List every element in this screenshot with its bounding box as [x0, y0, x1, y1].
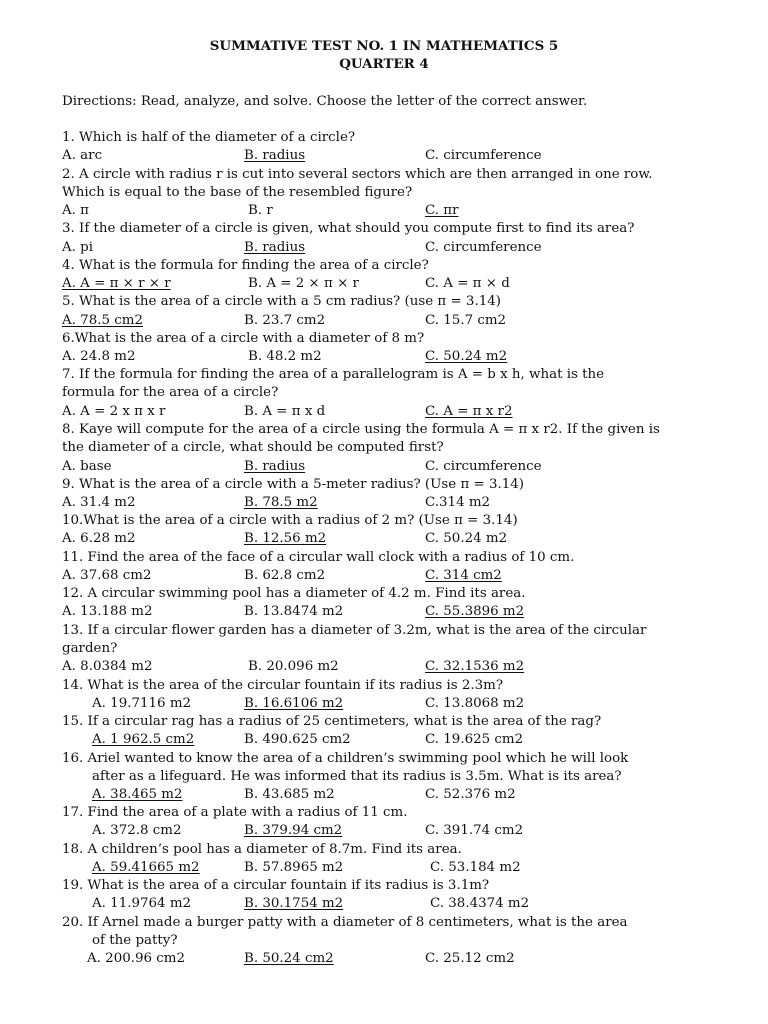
- question-7-text: formula for the area of a circle?: [62, 385, 279, 400]
- question-6-choice-b: B. 48.2 m2: [248, 349, 322, 364]
- question-10-choice-a: A. 6.28 m2: [62, 531, 136, 546]
- question-6-text: 6.What is the area of a circle with a diameter of 8 m?: [62, 331, 425, 346]
- question-16-choice-c: C. 52.376 m2: [425, 787, 516, 802]
- question-13-choice-a: A. 8.0384 m2: [62, 659, 153, 674]
- question-5-choice-a: A. 78.5 cm2: [62, 313, 143, 328]
- question-4-choice-c: C. A = π × d: [425, 276, 510, 291]
- question-2-text: 2. A circle with radius r is cut into several sectors which are then arranged in one row.: [62, 167, 653, 182]
- question-9-text: 9. What is the area of a circle with a 5-meter radius? (Use π = 3.14): [62, 477, 525, 492]
- question-8-choice-b: B. radius: [244, 459, 306, 474]
- question-20-choice-b: B. 50.24 cm2: [244, 951, 334, 966]
- question-4-choice-a: A. A = π × r × r: [62, 276, 171, 291]
- question-11-text: 11. Find the area of the face of a circular wall clock with a radius of 10 cm.: [62, 550, 575, 565]
- question-17-text: 17. Find the area of a plate with a radius of 11 cm.: [62, 805, 408, 820]
- question-7-choice-b: B. A = π x d: [244, 404, 326, 419]
- directions: Directions: Read, analyze, and solve. Choose the letter of the correct answer.: [62, 94, 588, 109]
- question-1-choice-c: C. circumference: [425, 148, 542, 163]
- question-13-text: 13. If a circular flower garden has a diameter of 3.2m, what is the area of the circular: [62, 623, 647, 638]
- question-17-choice-c: C. 391.74 cm2: [425, 823, 524, 838]
- question-20-choice-c: C. 25.12 cm2: [425, 951, 515, 966]
- question-1-choice-a: A. arc: [62, 148, 103, 163]
- question-1-text: 1. Which is half of the diameter of a circle?: [62, 130, 356, 145]
- question-15-text: 15. If a circular rag has a radius of 25 centimeters, what is the area of the rag?: [62, 714, 602, 729]
- question-5-choice-c: C. 15.7 cm2: [425, 313, 507, 328]
- question-6-choice-a: A. 24.8 m2: [62, 349, 136, 364]
- question-8-choice-c: C. circumference: [425, 459, 542, 474]
- question-12-choice-a: A. 13.188 m2: [62, 604, 153, 619]
- question-12-choice-b: B. 13.8474 m2: [244, 604, 344, 619]
- question-10-text: 10.What is the area of a circle with a radius of 2 m? (Use π = 3.14): [62, 513, 518, 528]
- question-19-choice-c: C. 38.4374 m2: [430, 896, 530, 911]
- document-subtitle: QUARTER 4: [339, 56, 429, 72]
- question-16-text: 16. Ariel wanted to know the area of a children’s swimming pool which he will look: [62, 751, 629, 766]
- question-3-choice-b: B. radius: [244, 240, 306, 255]
- question-11-choice-c: C. 314 cm2: [425, 568, 502, 583]
- question-10-choice-b: B. 12.56 m2: [244, 531, 327, 546]
- question-8-text: 8. Kaye will compute for the area of a circle using the formula A = π x r2. If the given is: [62, 422, 660, 437]
- question-16-choice-a: A. 38.465 m2: [92, 787, 183, 802]
- question-3-choice-c: C. circumference: [425, 240, 542, 255]
- question-17-choice-a: A. 372.8 cm2: [92, 823, 182, 838]
- question-11-choice-b: B. 62.8 cm2: [244, 568, 326, 583]
- question-7-text: 7. If the formula for finding the area of a parallelogram is A = b x h, what is the: [62, 367, 605, 382]
- question-11-choice-a: A. 37.68 cm2: [62, 568, 152, 583]
- question-12-choice-c: C. 55.3896 m2: [425, 604, 525, 619]
- question-14-choice-c: C. 13.8068 m2: [425, 696, 525, 711]
- question-3-text: 3. If the diameter of a circle is given, what should you compute first to find its area?: [62, 221, 635, 236]
- question-3-choice-a: A. pi: [62, 240, 94, 255]
- question-13-choice-c: C. 32.1536 m2: [425, 659, 525, 674]
- document-title: SUMMATIVE TEST NO. 1 IN MATHEMATICS 5: [209, 38, 559, 54]
- question-19-text: 19. What is the area of a circular fountain if its radius is 3.1m?: [62, 878, 490, 893]
- question-9-choice-b: B. 78.5 m2: [244, 495, 318, 510]
- question-20-text: 20. If Arnel made a burger patty with a diameter of 8 centimeters, what is the area: [62, 915, 628, 930]
- question-14-choice-a: A. 19.7116 m2: [92, 696, 192, 711]
- question-15-choice-b: B. 490.625 cm2: [244, 732, 351, 747]
- question-18-choice-c: C. 53.184 m2: [430, 860, 521, 875]
- question-19-choice-a: A. 11.9764 m2: [92, 896, 192, 911]
- question-20-text: of the patty?: [92, 933, 178, 948]
- question-9-choice-c: C.314 m2: [425, 495, 491, 510]
- question-12-text: 12. A circular swimming pool has a diameter of 4.2 m. Find its area.: [62, 586, 526, 601]
- question-13-choice-b: B. 20.096 m2: [248, 659, 339, 674]
- question-5-choice-b: B. 23.7 cm2: [244, 313, 326, 328]
- question-7-choice-a: A. A = 2 x π x r: [62, 404, 166, 419]
- question-4-choice-b: B. A = 2 × π × r: [248, 276, 359, 291]
- question-18-choice-b: B. 57.8965 m2: [244, 860, 344, 875]
- question-14-text: 14. What is the area of the circular fountain if its radius is 2.3m?: [62, 678, 504, 693]
- question-2-choice-b: B. r: [248, 203, 273, 218]
- question-19-choice-b: B. 30.1754 m2: [244, 896, 344, 911]
- question-14-choice-b: B. 16.6106 m2: [244, 696, 344, 711]
- question-2-choice-c: C. πr: [425, 203, 459, 218]
- question-18-choice-a: A. 59.41665 m2: [92, 860, 200, 875]
- question-2-text: Which is equal to the base of the resembled figure?: [62, 185, 413, 200]
- question-16-text: after as a lifeguard. He was informed that its radius is 3.5m. What is its area?: [92, 769, 622, 784]
- question-8-text: the diameter of a circle, what should be computed first?: [62, 440, 444, 455]
- question-4-text: 4. What is the formula for finding the area of a circle?: [62, 258, 429, 273]
- question-15-choice-a: A. 1 962.5 cm2: [92, 732, 195, 747]
- question-9-choice-a: A. 31.4 m2: [62, 495, 136, 510]
- question-5-text: 5. What is the area of a circle with a 5 cm radius? (use π = 3.14): [62, 294, 501, 309]
- question-20-choice-a: A. 200.96 cm2: [87, 951, 186, 966]
- question-15-choice-c: C. 19.625 cm2: [425, 732, 524, 747]
- question-1-choice-b: B. radius: [244, 148, 306, 163]
- question-13-text: garden?: [62, 641, 118, 656]
- question-10-choice-c: C. 50.24 m2: [425, 531, 508, 546]
- question-18-text: 18. A children’s pool has a diameter of 8.7m. Find its area.: [62, 842, 462, 857]
- question-8-choice-a: A. base: [62, 459, 112, 474]
- question-6-choice-c: C. 50.24 m2: [425, 349, 508, 364]
- question-17-choice-b: B. 379.94 cm2: [244, 823, 343, 838]
- question-2-choice-a: A. π: [62, 203, 89, 218]
- question-16-choice-b: B. 43.685 m2: [244, 787, 335, 802]
- question-7-choice-c: C. A = π x r2: [425, 404, 513, 419]
